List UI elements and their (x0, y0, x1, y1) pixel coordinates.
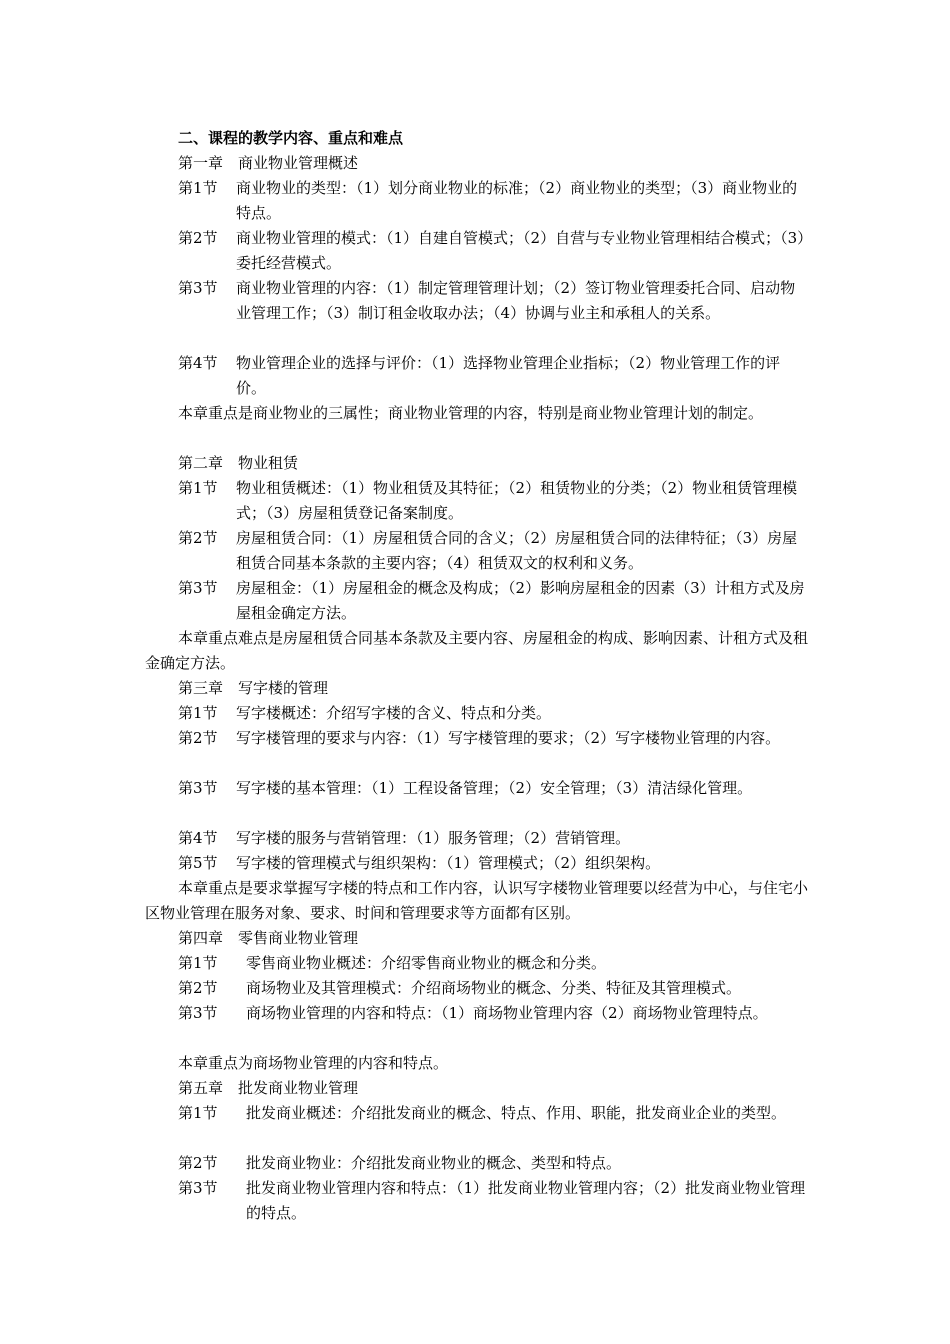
section-label: 第3节 (178, 579, 218, 597)
section-label: 第2节 (178, 729, 218, 747)
section-text: 批发商业物业管理内容和特点：（1）批发商业物业管理内容；（2）批发商业物业管理的特点。 (246, 1179, 806, 1222)
section-label: 第3节 (178, 279, 218, 297)
section-heading: 二、课程的教学内容、重点和难点 (178, 129, 404, 147)
section-text: 房屋租金：（1）房屋租金的概念及构成；（2）影响房屋租金的因素（3）计租方式及房屋租金确定方法。 (236, 579, 805, 622)
section-label: 第1节 (178, 954, 218, 972)
chapter-title: 第四章 零售商业物业管理 (178, 929, 359, 947)
section-label: 第5节 (178, 854, 218, 872)
section-text: 写字楼管理的要求与内容：（1）写字楼管理的要求；（2）写字楼物业管理的内容。 (236, 729, 781, 747)
chapter-title: 第三章 写字楼的管理 (178, 679, 329, 697)
section-label: 第1节 (178, 704, 218, 722)
section-text: 批发商业物业：介绍批发商业物业的概念、类型和特点。 (246, 1154, 622, 1172)
chapter-title: 第一章 商业物业管理概述 (178, 154, 359, 172)
section-text: 商场物业及其管理模式：介绍商场物业的概念、分类、特征及其管理模式。 (246, 979, 742, 997)
section-label: 第1节 (178, 1104, 218, 1122)
section-label: 第2节 (178, 229, 218, 247)
section-label: 第2节 (178, 1154, 218, 1172)
section-label: 第3节 (178, 1179, 218, 1197)
section-label: 第2节 (178, 979, 218, 997)
section-label: 第1节 (178, 179, 218, 197)
section-text: 写字楼的基本管理：（1）工程设备管理；（2）安全管理；（3）清洁绿化管理。 (236, 779, 753, 797)
section-text: 物业租赁概述：（1）物业租赁及其特征；（2）租赁物业的分类；（2）物业租赁管理模式；（3）房屋租赁登记备案制度。 (236, 479, 798, 522)
section-text: 批发商业概述：介绍批发商业的概念、特点、作用、职能，批发商业企业的类型。 (246, 1104, 787, 1122)
section-text: 商业物业管理的模式：（1）自建自管模式；（2）自营与专业物业管理相结合模式；（3）委托经营模式。 (236, 229, 805, 272)
section-label: 第3节 (178, 779, 218, 797)
section-label: 第4节 (178, 354, 218, 372)
section-text: 物业管理企业的选择与评价：（1）选择物业管理企业指标；（2）物业管理工作的评价。 (236, 354, 781, 397)
chapter-summary: 本章重点是要求掌握写字楼的特点和工作内容，认识写字楼物业管理要以经营为中心，与住宅小区物业管理在服务对象、要求、时间和管理要求等方面都有区别。 (145, 879, 809, 922)
section-text: 写字楼的管理模式与组织架构：（1）管理模式；（2）组织架构。 (236, 854, 661, 872)
section-label: 第1节 (178, 479, 218, 497)
section-text: 零售商业物业概述：介绍零售商业物业的概念和分类。 (246, 954, 607, 972)
section-text: 商业物业的类型：（1）划分商业物业的标准；（2）商业物业的类型；（3）商业物业的特点。 (236, 179, 798, 222)
section-label: 第2节 (178, 529, 218, 547)
section-label: 第4节 (178, 829, 218, 847)
section-text: 商业物业管理的内容：（1）制定管理管理计划；（2）签订物业管理委托合同、启动物业管理工作；（3）制订租金收取办法；（4）协调与业主和承租人的关系。 (236, 279, 796, 322)
section-label: 第3节 (178, 1004, 218, 1022)
chapter-title: 第二章 物业租赁 (178, 454, 299, 472)
section-text: 房屋租赁合同：（1）房屋租赁合同的含义；（2）房屋租赁合同的法律特征；（3）房屋租赁合同基本条款的主要内容；（4）租赁双文的权利和义务。 (236, 529, 798, 572)
chapter-summary: 本章重点难点是房屋租赁合同基本条款及主要内容、房屋租金的构成、影响因素、计租方式及租金确定方法。 (145, 629, 809, 672)
section-text: 写字楼的服务与营销管理：（1）服务管理；（2）营销管理。 (236, 829, 631, 847)
section-text: 商场物业管理的内容和特点：（1）商场物业管理内容（2）商场物业管理特点。 (246, 1004, 768, 1022)
chapter-summary: 本章重点为商场物业管理的内容和特点。 (178, 1054, 449, 1072)
chapter-title: 第五章 批发商业物业管理 (178, 1079, 359, 1097)
section-text: 写字楼概述：介绍写字楼的含义、特点和分类。 (236, 704, 552, 722)
chapter-summary: 本章重点是商业物业的三属性；商业物业管理的内容，特别是商业物业管理计划的制定。 (178, 404, 764, 422)
